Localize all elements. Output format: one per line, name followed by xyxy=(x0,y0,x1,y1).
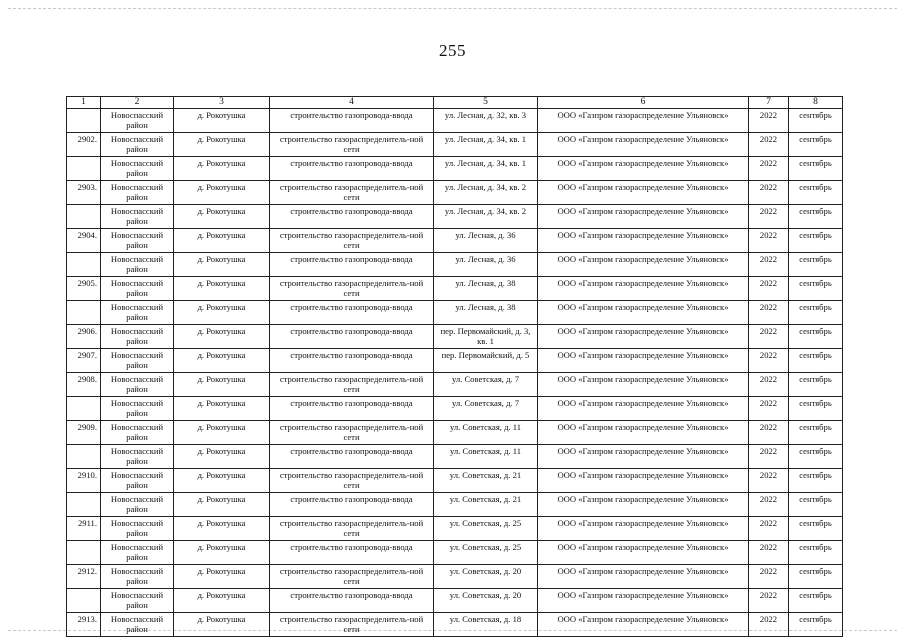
month-cell: сентябрь xyxy=(789,277,843,301)
year-cell: 2022 xyxy=(749,397,789,421)
table-row xyxy=(67,109,843,133)
district-cell: Новоспасский район xyxy=(101,325,174,349)
address-cell: ул. Советская, д. 21 xyxy=(434,493,538,517)
organization-cell: ООО «Газпром газораспределение Ульяновск» xyxy=(538,421,749,445)
header-cell: 4 xyxy=(270,97,434,109)
district-cell: Новоспасский район xyxy=(101,205,174,229)
district-cell: Новоспасский район xyxy=(101,469,174,493)
row-number xyxy=(67,109,101,133)
district-cell: Новоспасский район xyxy=(101,445,174,469)
row-number: 2904. xyxy=(67,229,101,253)
month-cell: сентябрь xyxy=(789,133,843,157)
district-cell: Новоспасский район xyxy=(101,349,174,373)
settlement-cell: д. Рокотушка xyxy=(174,349,270,373)
month-cell: сентябрь xyxy=(789,229,843,253)
settlement-cell: д. Рокотушка xyxy=(174,253,270,277)
table-row xyxy=(67,277,843,301)
month-cell: сентябрь xyxy=(789,397,843,421)
year-cell: 2022 xyxy=(749,253,789,277)
organization-cell: ООО «Газпром газораспределение Ульяновск» xyxy=(538,109,749,133)
work-type-cell: строительство газопровода-ввода xyxy=(270,109,434,133)
address-cell: ул. Лесная, д. 38 xyxy=(434,301,538,325)
year-cell: 2022 xyxy=(749,325,789,349)
year-cell: 2022 xyxy=(749,565,789,589)
district-cell: Новоспасский район xyxy=(101,181,174,205)
work-type-cell: строительство газораспределитель-ной сети xyxy=(270,565,434,589)
address-cell: ул. Лесная, д. 36 xyxy=(434,253,538,277)
address-cell: пер. Первомайский, д. 3, кв. 1 xyxy=(434,325,538,349)
month-cell: сентябрь xyxy=(789,493,843,517)
month-cell: сентябрь xyxy=(789,613,843,637)
settlement-cell: д. Рокотушка xyxy=(174,445,270,469)
month-cell: сентябрь xyxy=(789,109,843,133)
work-type-cell: строительство газораспределитель-ной сети xyxy=(270,181,434,205)
organization-cell: ООО «Газпром газораспределение Ульяновск» xyxy=(538,493,749,517)
table-row xyxy=(67,229,843,253)
address-cell: ул. Советская, д. 11 xyxy=(434,445,538,469)
year-cell: 2022 xyxy=(749,589,789,613)
address-cell: ул. Лесная, д. 38 xyxy=(434,277,538,301)
organization-cell: ООО «Газпром газораспределение Ульяновск» xyxy=(538,181,749,205)
year-cell: 2022 xyxy=(749,133,789,157)
organization-cell: ООО «Газпром газораспределение Ульяновск» xyxy=(538,277,749,301)
table-row xyxy=(67,493,843,517)
settlement-cell: д. Рокотушка xyxy=(174,277,270,301)
settlement-cell: д. Рокотушка xyxy=(174,325,270,349)
work-type-cell: строительство газопровода-ввода xyxy=(270,445,434,469)
district-cell: Новоспасский район xyxy=(101,613,174,637)
address-cell: ул. Советская, д. 25 xyxy=(434,541,538,565)
year-cell: 2022 xyxy=(749,109,789,133)
work-type-cell: строительство газопровода-ввода xyxy=(270,397,434,421)
organization-cell: ООО «Газпром газораспределение Ульяновск» xyxy=(538,301,749,325)
district-cell: Новоспасский район xyxy=(101,541,174,565)
address-cell: пер. Первомайский, д. 5 xyxy=(434,349,538,373)
organization-cell: ООО «Газпром газораспределение Ульяновск» xyxy=(538,133,749,157)
settlement-cell: д. Рокотушка xyxy=(174,589,270,613)
address-cell: ул. Советская, д. 7 xyxy=(434,373,538,397)
row-number: 2908. xyxy=(67,373,101,397)
year-cell: 2022 xyxy=(749,445,789,469)
organization-cell: ООО «Газпром газораспределение Ульяновск» xyxy=(538,589,749,613)
row-number: 2907. xyxy=(67,349,101,373)
address-cell: ул. Лесная, д. 36 xyxy=(434,229,538,253)
table-row xyxy=(67,181,843,205)
district-cell: Новоспасский район xyxy=(101,565,174,589)
row-number xyxy=(67,445,101,469)
works-table xyxy=(66,96,843,637)
table-row xyxy=(67,325,843,349)
header-cell: 2 xyxy=(101,97,174,109)
address-cell: ул. Лесная, д. 32, кв. 3 xyxy=(434,109,538,133)
address-cell: ул. Лесная, д. 34, кв. 2 xyxy=(434,205,538,229)
table-row xyxy=(67,373,843,397)
settlement-cell: д. Рокотушка xyxy=(174,157,270,181)
settlement-cell: д. Рокотушка xyxy=(174,469,270,493)
header-cell: 3 xyxy=(174,97,270,109)
organization-cell: ООО «Газпром газораспределение Ульяновск» xyxy=(538,253,749,277)
organization-cell: ООО «Газпром газораспределение Ульяновск» xyxy=(538,613,749,637)
table-row xyxy=(67,445,843,469)
year-cell: 2022 xyxy=(749,181,789,205)
organization-cell: ООО «Газпром газораспределение Ульяновск» xyxy=(538,373,749,397)
header-cell: 6 xyxy=(538,97,749,109)
month-cell: сентябрь xyxy=(789,445,843,469)
table-row xyxy=(67,589,843,613)
table-row xyxy=(67,613,843,637)
district-cell: Новоспасский район xyxy=(101,589,174,613)
district-cell: Новоспасский район xyxy=(101,277,174,301)
row-number xyxy=(67,301,101,325)
row-number xyxy=(67,493,101,517)
organization-cell: ООО «Газпром газораспределение Ульяновск» xyxy=(538,445,749,469)
work-type-cell: строительство газопровода-ввода xyxy=(270,205,434,229)
district-cell: Новоспасский район xyxy=(101,253,174,277)
work-type-cell: строительство газопровода-ввода xyxy=(270,301,434,325)
row-number: 2903. xyxy=(67,181,101,205)
header-cell: 5 xyxy=(434,97,538,109)
table-row xyxy=(67,541,843,565)
district-cell: Новоспасский район xyxy=(101,109,174,133)
month-cell: сентябрь xyxy=(789,301,843,325)
month-cell: сентябрь xyxy=(789,541,843,565)
settlement-cell: д. Рокотушка xyxy=(174,541,270,565)
organization-cell: ООО «Газпром газораспределение Ульяновск» xyxy=(538,565,749,589)
scan-border-top xyxy=(8,8,897,9)
row-number: 2905. xyxy=(67,277,101,301)
organization-cell: ООО «Газпром газораспределение Ульяновск» xyxy=(538,157,749,181)
year-cell: 2022 xyxy=(749,613,789,637)
year-cell: 2022 xyxy=(749,469,789,493)
organization-cell: ООО «Газпром газораспределение Ульяновск» xyxy=(538,517,749,541)
month-cell: сентябрь xyxy=(789,157,843,181)
organization-cell: ООО «Газпром газораспределение Ульяновск» xyxy=(538,349,749,373)
work-type-cell: строительство газораспределитель-ной сети xyxy=(270,133,434,157)
month-cell: сентябрь xyxy=(789,589,843,613)
settlement-cell: д. Рокотушка xyxy=(174,565,270,589)
header-cell: 7 xyxy=(749,97,789,109)
district-cell: Новоспасский район xyxy=(101,517,174,541)
address-cell: ул. Лесная, д. 34, кв. 2 xyxy=(434,181,538,205)
month-cell: сентябрь xyxy=(789,205,843,229)
work-type-cell: строительство газопровода-ввода xyxy=(270,253,434,277)
table-header-row xyxy=(67,97,843,109)
table-row xyxy=(67,301,843,325)
header-cell: 8 xyxy=(789,97,843,109)
work-type-cell: строительство газопровода-ввода xyxy=(270,325,434,349)
month-cell: сентябрь xyxy=(789,469,843,493)
year-cell: 2022 xyxy=(749,157,789,181)
district-cell: Новоспасский район xyxy=(101,397,174,421)
organization-cell: ООО «Газпром газораспределение Ульяновск» xyxy=(538,469,749,493)
settlement-cell: д. Рокотушка xyxy=(174,301,270,325)
month-cell: сентябрь xyxy=(789,325,843,349)
address-cell: ул. Советская, д. 20 xyxy=(434,565,538,589)
row-number xyxy=(67,253,101,277)
settlement-cell: д. Рокотушка xyxy=(174,613,270,637)
row-number: 2902. xyxy=(67,133,101,157)
table-row xyxy=(67,157,843,181)
year-cell: 2022 xyxy=(749,205,789,229)
settlement-cell: д. Рокотушка xyxy=(174,205,270,229)
work-type-cell: строительство газораспределитель-ной сети xyxy=(270,229,434,253)
work-type-cell: строительство газораспределитель-ной сети xyxy=(270,373,434,397)
address-cell: ул. Советская, д. 21 xyxy=(434,469,538,493)
month-cell: сентябрь xyxy=(789,181,843,205)
settlement-cell: д. Рокотушка xyxy=(174,229,270,253)
row-number: 2912. xyxy=(67,565,101,589)
table-row xyxy=(67,205,843,229)
table-row xyxy=(67,469,843,493)
work-type-cell: строительство газопровода-ввода xyxy=(270,157,434,181)
work-type-cell: строительство газопровода-ввода xyxy=(270,349,434,373)
year-cell: 2022 xyxy=(749,277,789,301)
work-type-cell: строительство газораспределитель-ной сети xyxy=(270,277,434,301)
district-cell: Новоспасский район xyxy=(101,157,174,181)
address-cell: ул. Советская, д. 11 xyxy=(434,421,538,445)
settlement-cell: д. Рокотушка xyxy=(174,133,270,157)
year-cell: 2022 xyxy=(749,373,789,397)
table-row xyxy=(67,517,843,541)
settlement-cell: д. Рокотушка xyxy=(174,493,270,517)
page-number: 255 xyxy=(439,41,466,60)
header-cell: 1 xyxy=(67,97,101,109)
year-cell: 2022 xyxy=(749,517,789,541)
month-cell: сентябрь xyxy=(789,421,843,445)
district-cell: Новоспасский район xyxy=(101,421,174,445)
address-cell: ул. Советская, д. 7 xyxy=(434,397,538,421)
address-cell: ул. Советская, д. 20 xyxy=(434,589,538,613)
row-number xyxy=(67,541,101,565)
address-cell: ул. Советская, д. 18 xyxy=(434,613,538,637)
table-row xyxy=(67,133,843,157)
month-cell: сентябрь xyxy=(789,253,843,277)
organization-cell: ООО «Газпром газораспределение Ульяновск» xyxy=(538,229,749,253)
settlement-cell: д. Рокотушка xyxy=(174,373,270,397)
row-number: 2911. xyxy=(67,517,101,541)
organization-cell: ООО «Газпром газораспределение Ульяновск» xyxy=(538,205,749,229)
settlement-cell: д. Рокотушка xyxy=(174,517,270,541)
table-row xyxy=(67,253,843,277)
row-number xyxy=(67,157,101,181)
district-cell: Новоспасский район xyxy=(101,301,174,325)
district-cell: Новоспасский район xyxy=(101,493,174,517)
month-cell: сентябрь xyxy=(789,565,843,589)
organization-cell: ООО «Газпром газораспределение Ульяновск» xyxy=(538,397,749,421)
work-type-cell: строительство газопровода-ввода xyxy=(270,589,434,613)
district-cell: Новоспасский район xyxy=(101,373,174,397)
year-cell: 2022 xyxy=(749,349,789,373)
table-row xyxy=(67,565,843,589)
district-cell: Новоспасский район xyxy=(101,229,174,253)
address-cell: ул. Лесная, д. 34, кв. 1 xyxy=(434,157,538,181)
settlement-cell: д. Рокотушка xyxy=(174,181,270,205)
district-cell: Новоспасский район xyxy=(101,133,174,157)
row-number xyxy=(67,589,101,613)
organization-cell: ООО «Газпром газораспределение Ульяновск» xyxy=(538,325,749,349)
year-cell: 2022 xyxy=(749,229,789,253)
row-number xyxy=(67,205,101,229)
address-cell: ул. Советская, д. 25 xyxy=(434,517,538,541)
organization-cell: ООО «Газпром газораспределение Ульяновск» xyxy=(538,541,749,565)
work-type-cell: строительство газораспределитель-ной сети xyxy=(270,421,434,445)
table-row xyxy=(67,421,843,445)
work-type-cell: строительство газопровода-ввода xyxy=(270,541,434,565)
row-number: 2909. xyxy=(67,421,101,445)
row-number: 2906. xyxy=(67,325,101,349)
month-cell: сентябрь xyxy=(789,373,843,397)
settlement-cell: д. Рокотушка xyxy=(174,109,270,133)
work-type-cell: строительство газораспределитель-ной сети xyxy=(270,613,434,637)
row-number: 2913. xyxy=(67,613,101,637)
settlement-cell: д. Рокотушка xyxy=(174,397,270,421)
year-cell: 2022 xyxy=(749,421,789,445)
table-row xyxy=(67,397,843,421)
work-type-cell: строительство газопровода-ввода xyxy=(270,493,434,517)
year-cell: 2022 xyxy=(749,493,789,517)
work-type-cell: строительство газораспределитель-ной сети xyxy=(270,517,434,541)
year-cell: 2022 xyxy=(749,541,789,565)
month-cell: сентябрь xyxy=(789,349,843,373)
work-type-cell: строительство газораспределитель-ной сети xyxy=(270,469,434,493)
settlement-cell: д. Рокотушка xyxy=(174,421,270,445)
row-number xyxy=(67,397,101,421)
year-cell: 2022 xyxy=(749,301,789,325)
row-number: 2910. xyxy=(67,469,101,493)
month-cell: сентябрь xyxy=(789,517,843,541)
table-row xyxy=(67,349,843,373)
address-cell: ул. Лесная, д. 34, кв. 1 xyxy=(434,133,538,157)
